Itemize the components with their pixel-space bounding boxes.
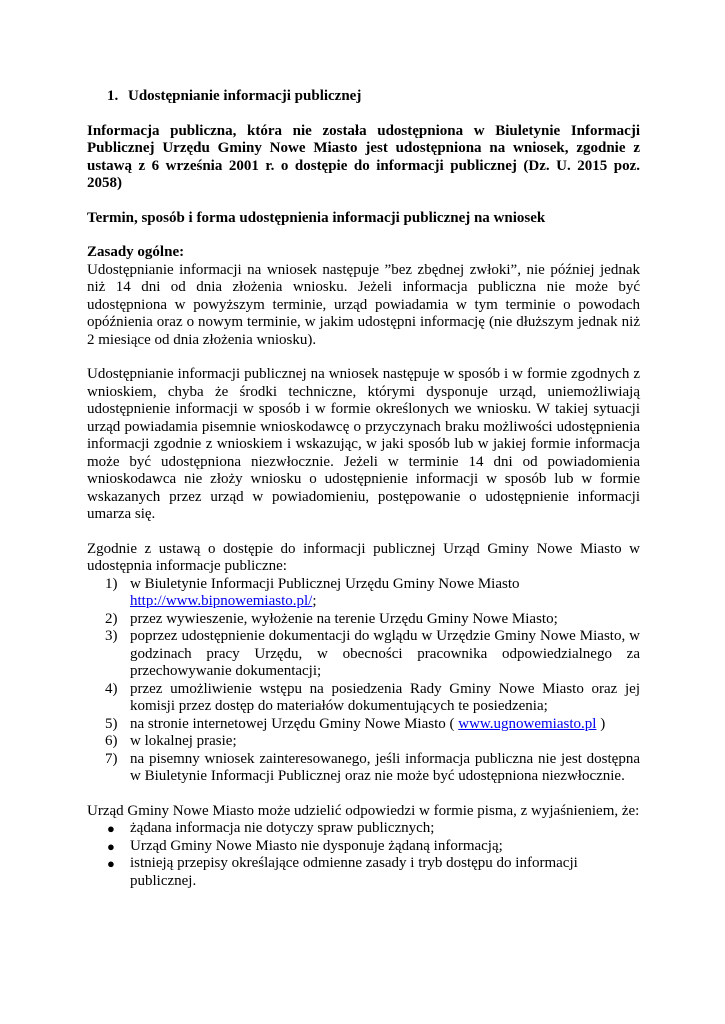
methods-intro: Zgodnie z ustawą o dostępie do informacji publicznej Urząd Gminy Nowe Miasto w udostępnia informacje publiczne: — [87, 540, 640, 574]
methods-list-item: 2) przez wywieszenie, wyłożenie na terenie Urzędu Gminy Nowe Miasto; — [105, 610, 558, 627]
intro-paragraph: Informacja publiczna, która nie została udostępniona w Biuletynie Informacji Publicznej Urzędu Gminy Nowe Miasto jest udostępniona na wniosek, zgodnie z ustawą z 6 września 2001 r. o dostępie do informacji publicznej (Dz. U. 2015 poz. 2058) — [87, 122, 640, 191]
refusal-list — [87, 820, 640, 890]
bullet-icon: ● — [107, 821, 115, 836]
methods-list-item: 5) na stronie internetowej Urzędu Gminy Nowe Miasto ( www.ugnowemiasto.pl ) — [105, 715, 606, 732]
refusal-list-item: ● istnieją przepisy określające odmienne zasady i tryb dostępu do informacji publicznej. — [87, 855, 640, 890]
website-link[interactable]: www.ugnowemiasto.pl — [458, 715, 597, 732]
refusal-list-item: ● żądana informacja nie dotyczy spraw publicznych; — [87, 820, 640, 838]
methods-list-item: 6) w lokalnej prasie; — [105, 733, 237, 749]
refusal-list-item: ● Urząd Gminy Nowe Miasto nie dysponuje żądaną informacją; — [87, 838, 640, 856]
section-title: Udostępnianie informacji publicznej — [128, 88, 362, 104]
general-paragraph-1: Udostępnianie informacji na wniosek następuje ”bez zbędnej zwłoki”, nie później jednak niż 14 dni od dnia złożenia wniosku. Jeżeli informacja publiczna nie może być udostępniona w powyższym terminie, urząd powiadamia w tym terminie o powodach opóźnienia oraz o nowym terminie, w jakim udostępni informację (nie dłuższym jednak niż 2 miesiące od dnia złożenia wniosku). — [87, 261, 640, 348]
methods-list-item: 7) na pisemny wniosek zainteresowanego, jeśli informacja publiczna nie jest dostępna w Biuletynie Informacji Publicznej oraz nie może być udostępniona niezwłocznie. — [105, 750, 640, 784]
document-page — [87, 88, 640, 890]
section-number: 1. — [107, 88, 119, 104]
methods-list-item: 1) w Biuletynie Informacji Publicznej Urzędu Gminy Nowe Miasto http://www.bipnowemiasto.pl/; — [105, 575, 520, 609]
methods-list-item: 4) przez umożliwienie wstępu na posiedzenia Rady Gminy Nowe Miasto oraz jej komisji przez dostęp do materiałów dokumentujących te posiedzenia; — [105, 680, 640, 714]
bullet-icon: ● — [107, 856, 115, 871]
general-paragraph-2: Udostępnianie informacji publicznej na wniosek następuje w sposób i w formie zgodnych z wnioskiem, chyba że środki techniczne, którymi dysponuje urząd, uniemożliwiają udostępnienie informacji w sposób i w formie określonych we wniosku. W takiej sytuacji urząd powiadamia pisemnie wnioskodawcę o przyczynach braku możliwości udostępnienia informacji zgodnie z wnioskiem i wskazując, w jaki sposób lub w jakiej formie informacja może być udostępniona niezwłocznie. Jeżeli w terminie 14 dni od powiadomienia wnioskodawca nie złoży wniosku o udostępnienie informacji w sposób lub w formie wskazanych przez urząd w powiadomieniu, postępowanie o udostępnienie informacji umarza się. — [87, 366, 640, 522]
methods-list — [87, 576, 640, 786]
refusal-intro: Urząd Gminy Nowe Miasto może udzielić odpowiedzi w formie pisma, z wyjaśnieniem, że: — [87, 802, 640, 819]
bullet-icon: ● — [107, 838, 115, 854]
bip-link[interactable]: http://www.bipnowemiasto.pl/ — [130, 593, 313, 609]
methods-list-item: 3) poprzez udostępnienie dokumentacji do wglądu w Urzędzie Gminy Nowe Miasto, w godzinach pracy Urzędu, w obecności pracownika odpowiedzialnego za przechowywanie dokumentacji; — [105, 628, 640, 679]
subheading: Termin, sposób i forma udostępnienia informacji publicznej na wniosek — [87, 209, 546, 226]
section-heading — [107, 88, 640, 106]
general-rules-title: Zasady ogólne: — [87, 244, 185, 260]
